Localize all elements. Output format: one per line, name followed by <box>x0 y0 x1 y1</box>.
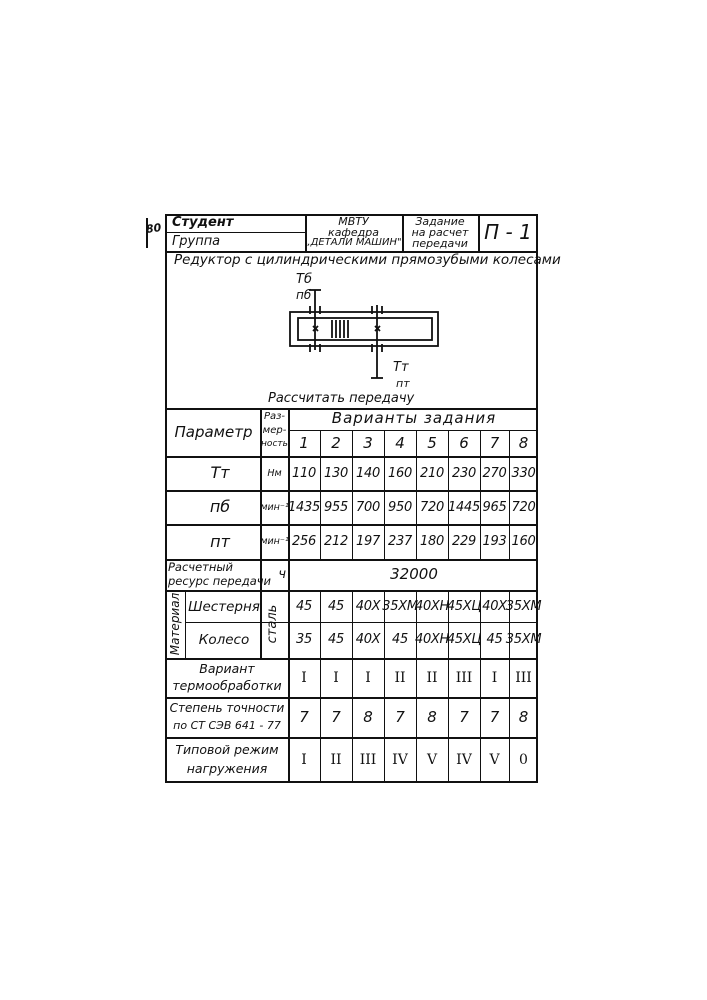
accuracy-value: 7 <box>489 707 500 726</box>
row-value: 955 <box>324 499 348 515</box>
row-value: 237 <box>388 534 412 550</box>
wheel-material-value: 35 <box>296 632 312 648</box>
heat-label-1: Вариант <box>199 660 255 676</box>
material-label: Материал <box>167 592 182 656</box>
load-mode-value: 0 <box>519 752 528 769</box>
task-line2: на расчет <box>411 226 469 239</box>
row-value: 212 <box>324 534 348 550</box>
variant-number: 7 <box>489 433 500 452</box>
row-value: 180 <box>420 534 444 550</box>
row-value: 160 <box>511 534 536 550</box>
calc-caption: Рассчитать передачу <box>268 391 415 406</box>
row-value: 197 <box>356 534 380 550</box>
pinion-material-value: 45ХЦ <box>446 599 482 615</box>
row-value: 700 <box>356 499 380 515</box>
accuracy-value: 7 <box>299 707 309 726</box>
pinion-material-value: 45 <box>296 599 312 615</box>
pinion-material-value: 35ХМ <box>382 599 418 615</box>
output-torque-label: Тт <box>393 360 409 375</box>
margin-divider <box>146 218 148 248</box>
pinion-material-value: 40Х <box>355 599 381 615</box>
student-label: Студент <box>172 215 234 230</box>
param-header: Параметр <box>174 423 253 442</box>
resource-unit: ч <box>278 567 286 583</box>
header-student-line <box>165 232 305 233</box>
accuracy-label-2: по СТ СЭВ 641 - 77 <box>173 719 281 733</box>
heat-treatment-value: III <box>455 669 473 686</box>
row-value: 950 <box>388 499 412 515</box>
load-mode-value: IV <box>392 752 408 769</box>
load-mode-value: V <box>489 752 500 769</box>
row-value: 256 <box>292 534 316 550</box>
load-label-2: нагружения <box>186 760 268 776</box>
group-label: Группа <box>172 234 221 249</box>
steel-label: сталь <box>265 604 281 644</box>
wheel-material-value: 40Х <box>355 632 381 648</box>
variant-number: 5 <box>427 433 437 452</box>
resource-label-1: Расчетный <box>168 560 233 575</box>
load-mode-value: IV <box>456 752 472 769</box>
task-code: П - 1 <box>484 220 532 244</box>
accuracy-value: 7 <box>331 707 341 726</box>
row-unit: Нм <box>267 467 282 479</box>
row-value: 229 <box>452 534 476 550</box>
reducer-title: Редуктор с цилиндрическими прямозубыми колесами <box>174 252 561 268</box>
row-value: 193 <box>482 534 507 550</box>
variant-number: 3 <box>363 433 373 452</box>
pinion-material-value: 40Х <box>482 599 507 615</box>
resource-value: 32000 <box>390 565 438 584</box>
row-value: 140 <box>356 465 380 481</box>
row-value: 210 <box>420 465 444 481</box>
heat-treatment-value: I <box>491 669 498 686</box>
row-value: 270 <box>482 465 507 481</box>
institution-line2: кафедра <box>328 226 379 239</box>
row-param-label: пт <box>210 531 230 551</box>
accuracy-value: 7 <box>395 707 405 726</box>
row-param-label: Тт <box>210 463 230 483</box>
row-value: 1435 <box>288 499 320 515</box>
load-mode-value: III <box>359 752 377 769</box>
heat-treatment-value: II <box>426 669 438 686</box>
row-value: 330 <box>511 465 536 481</box>
row-value: 965 <box>482 499 507 515</box>
heat-label-2: термообработки <box>172 677 282 693</box>
row-value: 110 <box>292 465 316 481</box>
accuracy-value: 7 <box>459 707 469 726</box>
row-value: 1445 <box>448 499 480 515</box>
heat-treatment-value: I <box>301 669 307 686</box>
pinion-material-value: 45 <box>328 599 344 615</box>
row-line-material <box>185 622 538 623</box>
load-mode-value: V <box>426 752 438 769</box>
wheel-material-value: 45 <box>328 632 344 648</box>
wheel-material-value: 45ХЦ <box>446 632 482 648</box>
load-mode-value: II <box>330 752 342 769</box>
task-line3: передачи <box>412 237 468 250</box>
variant-number: 4 <box>395 433 405 452</box>
wheel-material-value: 40ХН <box>414 632 450 648</box>
units-header-3: ность <box>261 439 288 450</box>
variant-number: 6 <box>459 433 469 452</box>
row-value: 130 <box>324 465 348 481</box>
units-header-2: мер- <box>262 424 287 436</box>
accuracy-value: 8 <box>427 707 437 726</box>
heat-treatment-value: III <box>515 669 532 686</box>
row-unit: мин⁻¹ <box>260 501 289 513</box>
accuracy-value: 8 <box>363 707 373 726</box>
row-unit: мин⁻¹ <box>260 536 289 548</box>
row-param-label: пб <box>209 497 231 517</box>
row-value: 720 <box>420 499 444 515</box>
load-label-1: Типовой режим <box>175 741 279 757</box>
row-value: 720 <box>511 499 536 515</box>
wheel-label: Колесо <box>198 631 250 648</box>
wheel-material-value: 45 <box>392 632 408 648</box>
load-mode-value: I <box>301 752 307 769</box>
heat-treatment-value: I <box>365 669 371 686</box>
page-margin-label: 80 <box>145 220 163 237</box>
variant-number: 8 <box>518 433 529 452</box>
variant-number: 2 <box>331 433 341 452</box>
institution-line3: „ДЕТАЛИ МАШИН" <box>305 237 402 248</box>
variant-number: 1 <box>299 433 309 452</box>
heat-treatment-value: II <box>394 669 406 686</box>
wheel-material-value: 35ХМ <box>505 632 542 648</box>
pinion-material-value: 35ХМ <box>505 599 542 615</box>
wheel-material-value: 45 <box>486 632 503 648</box>
heat-treatment-value: I <box>333 669 339 686</box>
output-speed-label: пт <box>396 377 410 390</box>
accuracy-value: 8 <box>518 707 529 726</box>
pinion-label: Шестерня <box>188 598 260 615</box>
row-value: 160 <box>388 465 412 481</box>
task-line1: Задание <box>415 215 465 228</box>
input-torque-label: Тб <box>296 272 312 287</box>
pinion-material-value: 40ХН <box>414 599 450 615</box>
row-value: 230 <box>452 465 476 481</box>
institution-line1: МВТУ <box>338 215 369 228</box>
input-speed-label: пб <box>296 288 312 302</box>
resource-label-2: ресурс передачи <box>168 574 272 589</box>
units-header-1: Раз- <box>263 410 286 422</box>
accuracy-label-1: Степень точности <box>169 700 285 715</box>
variants-header: Варианты задания <box>331 409 497 428</box>
